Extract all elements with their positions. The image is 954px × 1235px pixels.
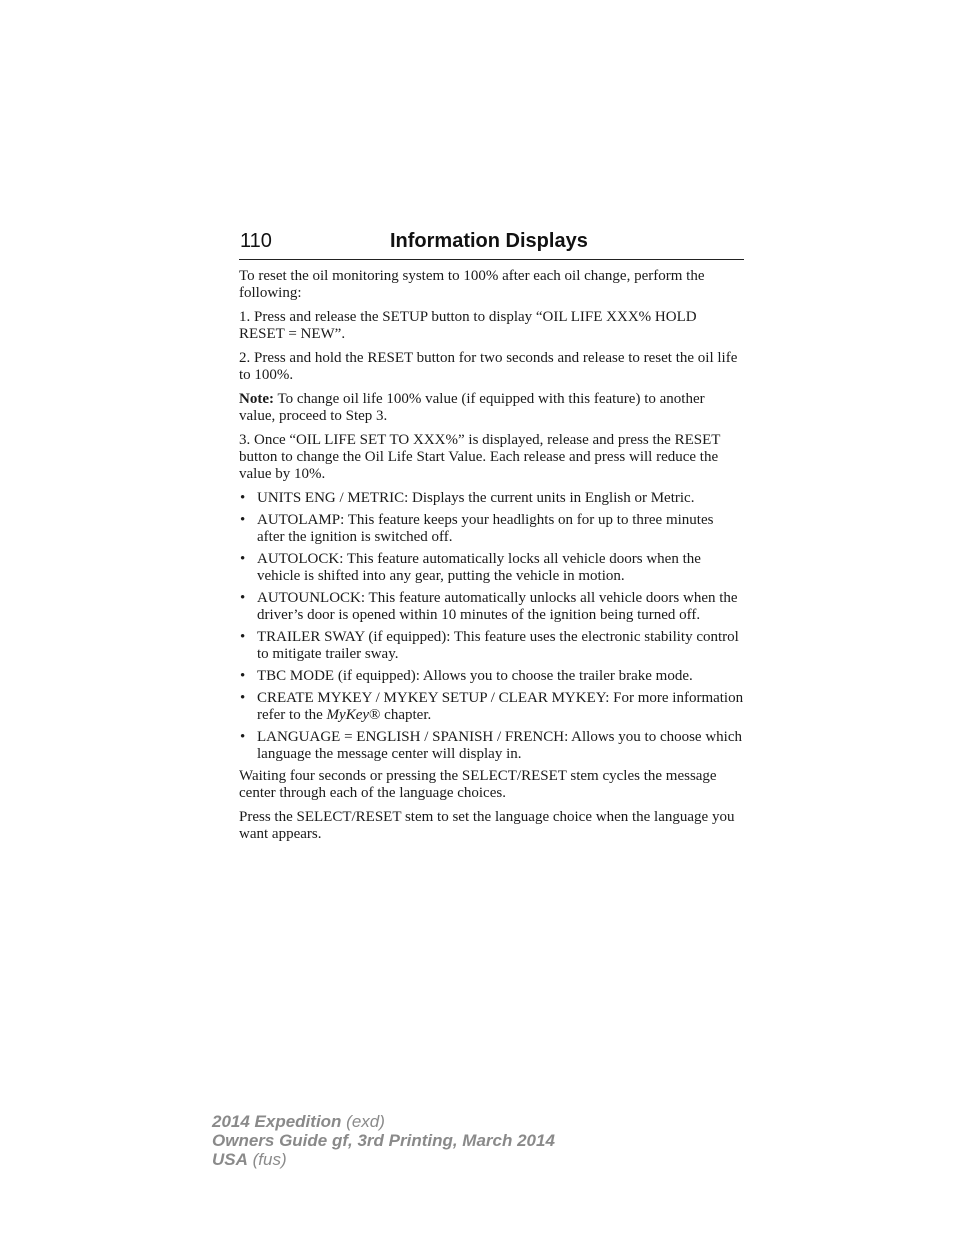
list-item bbox=[239, 512, 744, 546]
list-item bbox=[239, 690, 744, 724]
mykey-text-before: CREATE MYKEY / MYKEY SETUP / CLEAR MYKEY: For more information refer to the bbox=[257, 690, 744, 723]
list-item bbox=[239, 729, 744, 763]
bullet-icon: • bbox=[240, 668, 246, 684]
mykey-text-after: ® chapter. bbox=[369, 707, 432, 723]
page-header bbox=[239, 229, 744, 260]
footer-model-code: (exd) bbox=[341, 1112, 385, 1131]
list-item-text: LANGUAGE = ENGLISH / SPANISH / FRENCH: Allows you to choose which language the message center will display in. bbox=[257, 729, 743, 762]
footer-model: 2014 Expedition bbox=[212, 1112, 342, 1131]
mykey-chapter-link: MyKey bbox=[326, 707, 370, 723]
list-item bbox=[239, 590, 744, 624]
bullet-icon: • bbox=[240, 729, 246, 745]
step-1: 1. Press and release the SETUP button to display “OIL LIFE XXX% HOLD RESET = NEW”. bbox=[239, 309, 697, 342]
list-item-text: TBC MODE (if equipped): Allows you to choose the trailer brake mode. bbox=[257, 668, 693, 684]
page-footer bbox=[212, 1112, 555, 1169]
footer-line-3 bbox=[212, 1150, 555, 1169]
press-paragraph: Press the SELECT/RESET stem to set the language choice when the language you want appears. bbox=[239, 809, 735, 842]
list-item-text: AUTOUNLOCK: This feature automatically unlocks all vehicle doors when the driver’s door is opened within 10 minutes of the ignition being turned off. bbox=[257, 590, 738, 623]
list-item bbox=[239, 668, 744, 685]
bullet-icon: • bbox=[240, 690, 246, 706]
body-content bbox=[239, 268, 744, 850]
bullet-icon: • bbox=[240, 490, 246, 506]
bullet-icon: • bbox=[240, 512, 246, 528]
list-item-text: AUTOLOCK: This feature automatically locks all vehicle doors when the vehicle is shifted into any gear, putting the vehicle in motion. bbox=[257, 551, 701, 584]
bullet-icon: • bbox=[240, 551, 246, 567]
footer-market: USA bbox=[212, 1150, 248, 1169]
section-title: Information Displays bbox=[390, 230, 588, 252]
footer-line-2: Owners Guide gf, 3rd Printing, March 2014 bbox=[212, 1131, 555, 1150]
list-item-text: TRAILER SWAY (if equipped): This feature uses the electronic stability control to mitigate trailer sway. bbox=[257, 629, 739, 662]
page-number: 110 bbox=[240, 230, 272, 252]
list-item-text: UNITS ENG / METRIC: Displays the current units in English or Metric. bbox=[257, 490, 695, 506]
bullet-icon: • bbox=[240, 629, 246, 645]
note-paragraph bbox=[239, 391, 744, 425]
intro-paragraph: To reset the oil monitoring system to 100% after each oil change, perform the following: bbox=[239, 268, 705, 301]
step-3: 3. Once “OIL LIFE SET TO XXX%” is displayed, release and press the RESET button to change the Oil Life Start Value. Each release and press will reduce the value by 10%. bbox=[239, 432, 721, 482]
list-item bbox=[239, 629, 744, 663]
footer-market-code: (fus) bbox=[247, 1150, 287, 1169]
bullet-icon: • bbox=[240, 590, 246, 606]
note-text: To change oil life 100% value (if equipped with this feature) to another value, proceed to Step 3. bbox=[239, 391, 705, 424]
list-item-text: AUTOLAMP: This feature keeps your headlights on for up to three minutes after the ignition is switched off. bbox=[257, 512, 714, 545]
step-2: 2. Press and hold the RESET button for two seconds and release to reset the oil life to 100%. bbox=[239, 350, 738, 383]
list-item bbox=[239, 490, 744, 507]
footer-line-1 bbox=[212, 1112, 555, 1131]
list-item bbox=[239, 551, 744, 585]
feature-list bbox=[239, 490, 744, 763]
note-label: Note: bbox=[239, 391, 274, 407]
waiting-paragraph: Waiting four seconds or pressing the SELECT/RESET stem cycles the message center through each of the language choices. bbox=[239, 768, 717, 801]
